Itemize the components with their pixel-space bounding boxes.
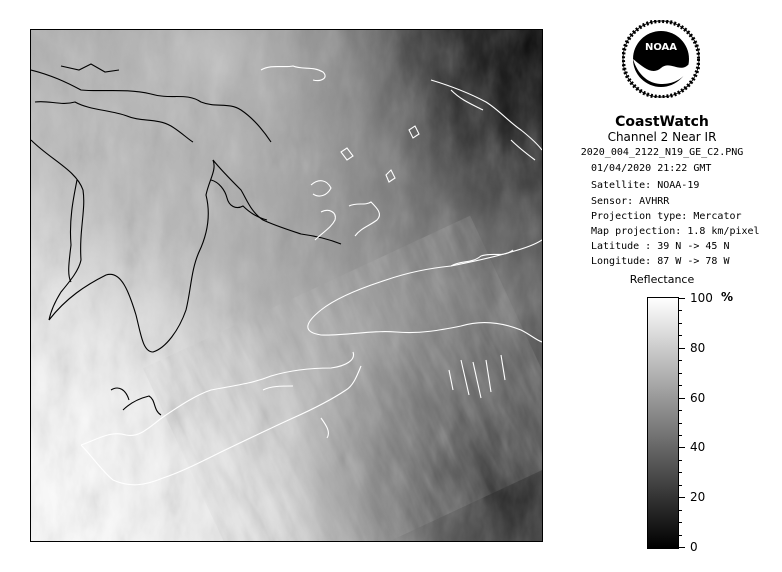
scale-minor-tick [679,460,682,461]
scale-minor-tick [679,335,682,336]
date-time: 01/04/2020 21:22 GMT [591,163,712,174]
logo-text: NOAA [644,42,678,53]
channel-subtitle: Channel 2 Near IR [607,130,717,144]
scale-minor-tick [679,360,682,361]
noaa-seal-icon [622,20,700,98]
satellite-image-panel[interactable] [30,29,543,542]
map-projection-info: Map projection: 1.8 km/pixel [591,226,760,237]
scale-minor-tick [679,522,682,523]
satellite-image [31,30,542,541]
scale-minor-tick [679,485,682,486]
scale-label: Reflectance [629,273,695,286]
scale-minor-tick [679,310,682,311]
scale-tick-label: 0 [690,540,698,554]
scale-tick-mark [679,298,685,299]
longitude-info: Longitude: 87 W -> 78 W [591,256,730,267]
noaa-logo [622,20,700,98]
scale-tick-mark [679,447,685,448]
scale-minor-tick [679,410,682,411]
scale-minor-tick [679,323,682,324]
latitude-info: Latitude : 39 N -> 45 N [591,241,730,252]
scale-tick-label: 80 [690,341,706,355]
scale-tick-label: 20 [690,490,706,504]
scale-minor-tick [679,385,682,386]
scale-minor-tick [679,535,682,536]
scale-tick-label: 100 [690,291,713,305]
scale-tick-mark [679,497,685,498]
scale-tick-mark [679,348,685,349]
satellite-info: Satellite: NOAA-19 [591,180,700,191]
product-title: CoastWatch [615,114,709,130]
reflectance-colorbar [647,297,679,549]
file-name: 2020_004_2122_N19_GE_C2.PNG [580,147,744,158]
scale-minor-tick [679,472,682,473]
sensor-info: Sensor: AVHRR [591,196,670,207]
scale-minor-tick [679,510,682,511]
scale-minor-tick [679,435,682,436]
scale-minor-tick [679,423,682,424]
scale-unit: % [721,290,734,304]
scale-tick-label: 40 [690,440,706,454]
scale-minor-tick [679,373,682,374]
scale-tick-label: 60 [690,391,706,405]
scale-tick-mark [679,547,685,548]
projection-type-info: Projection type: Mercator [591,211,742,222]
scale-tick-mark [679,398,685,399]
